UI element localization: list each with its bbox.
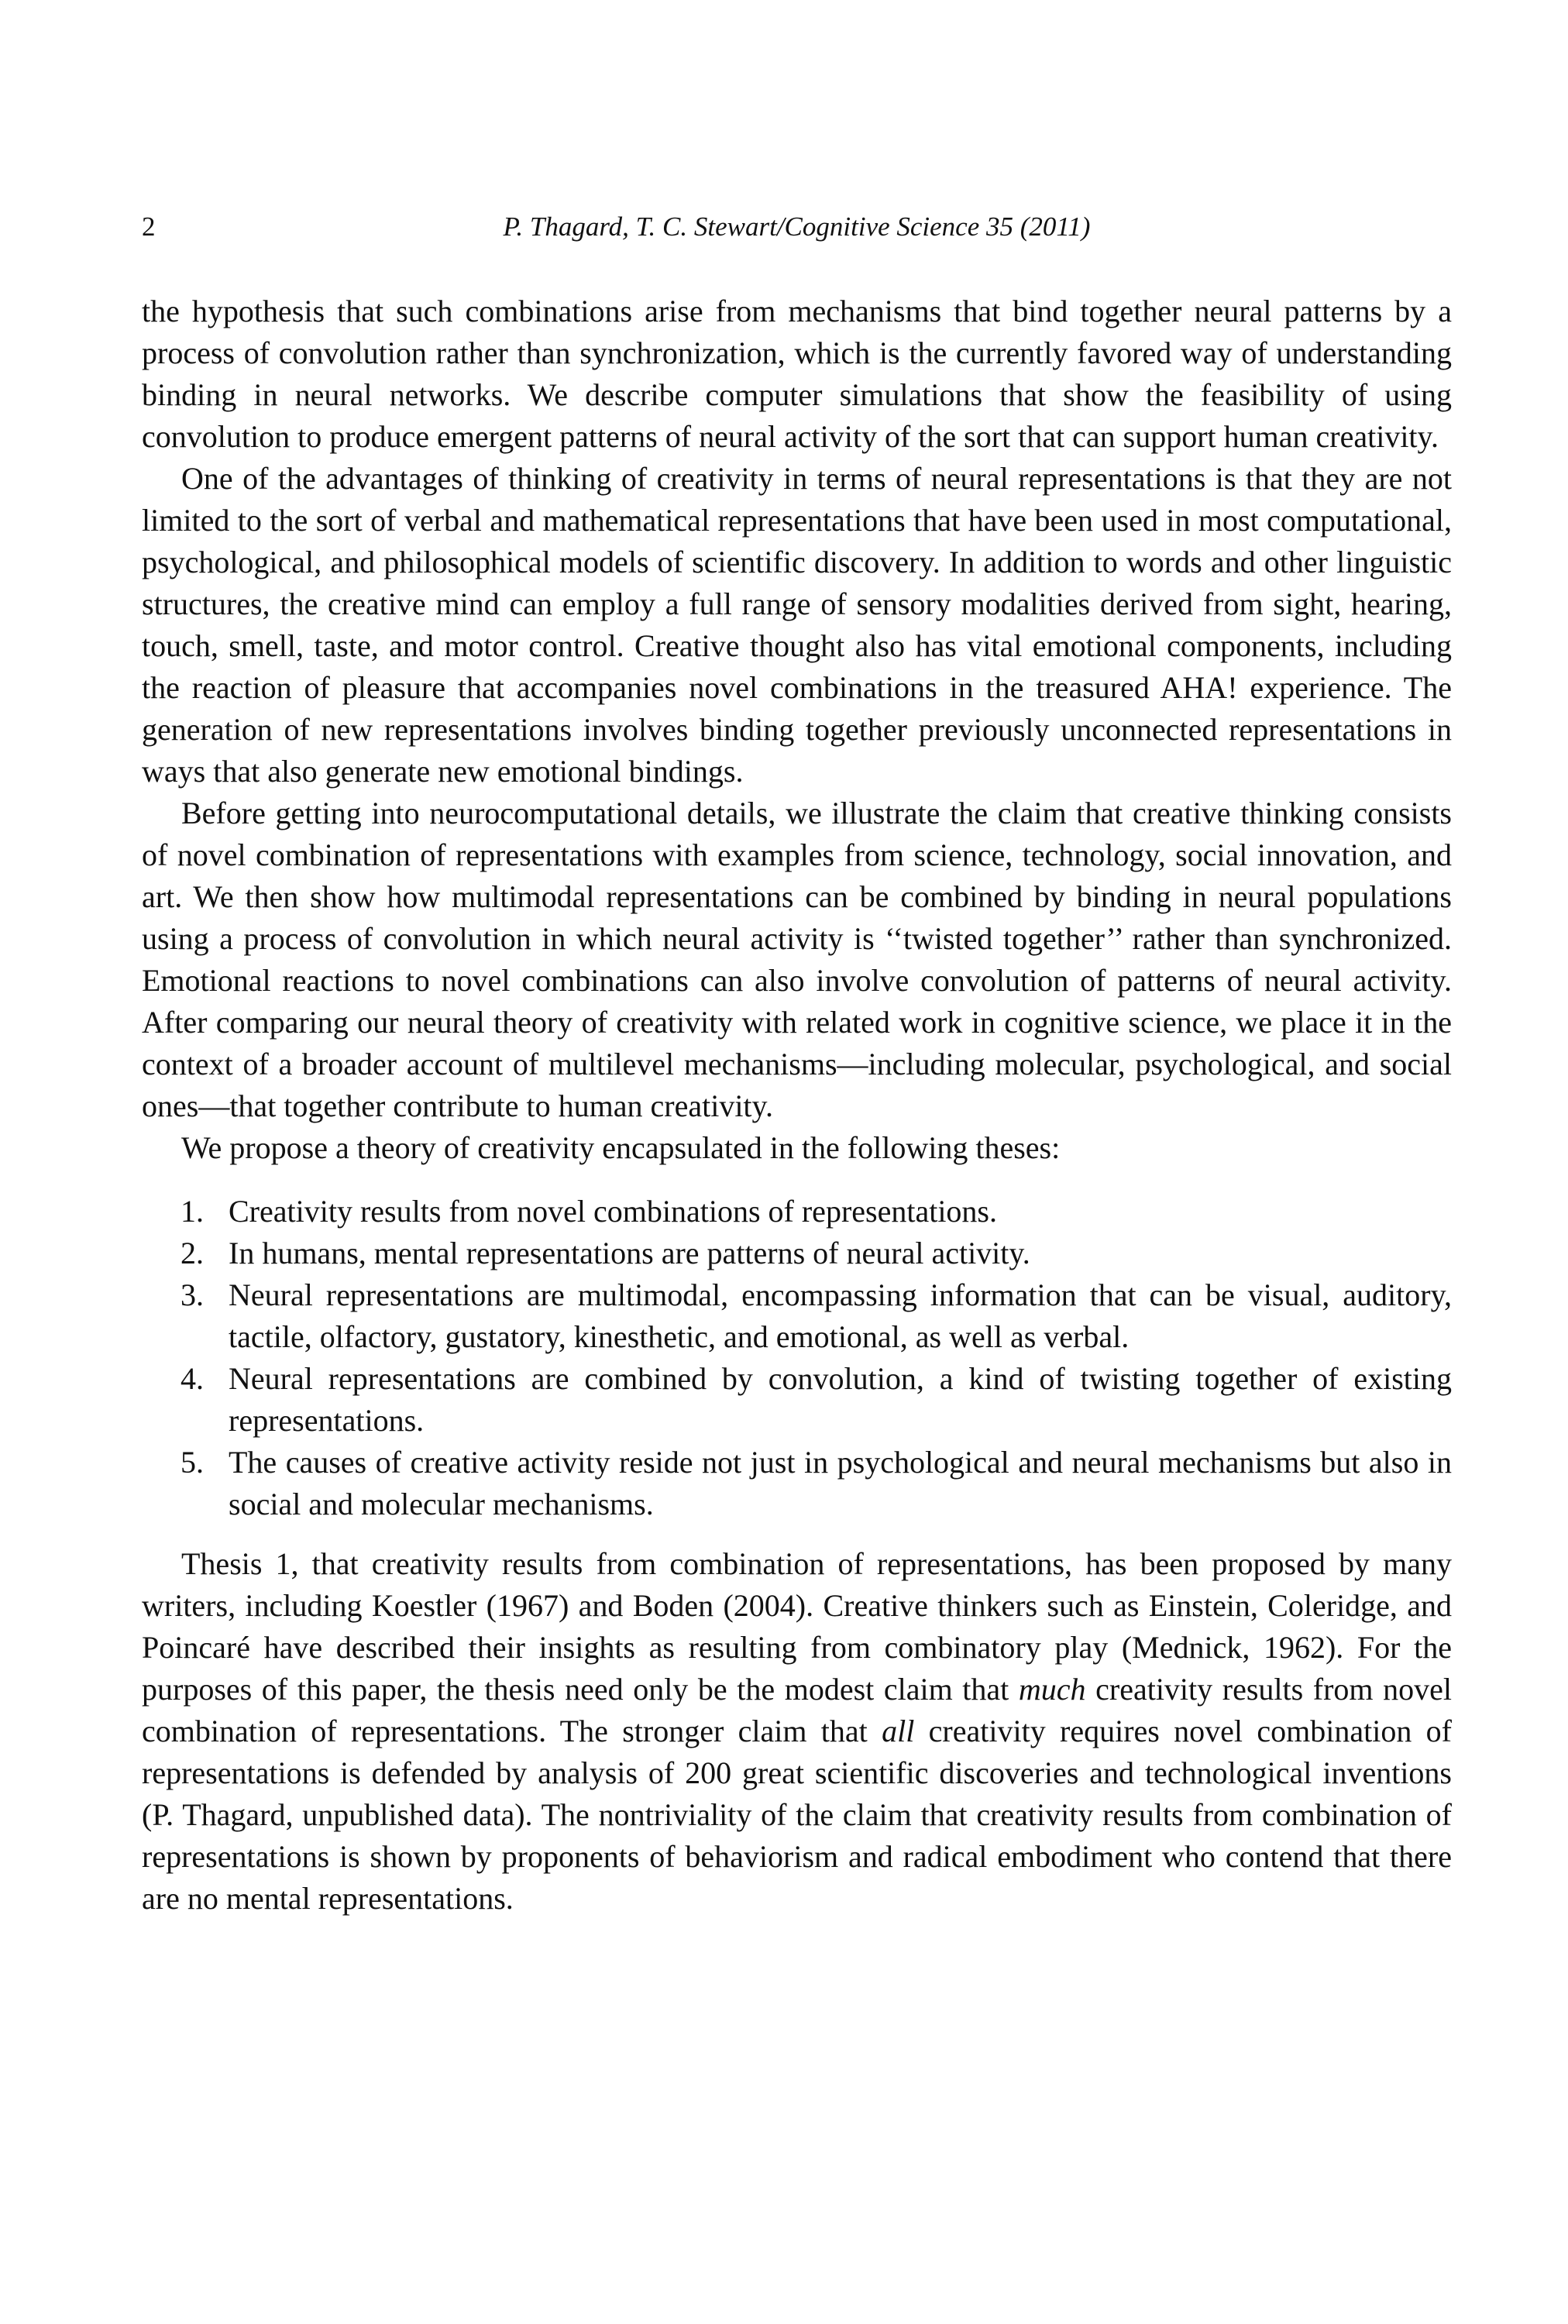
thesis-text: The causes of creative activity reside not just in psychological and neural mechanisms but also in social and molecular mechanisms.	[229, 1445, 1452, 1521]
body-text	[142, 290, 1452, 1920]
thesis-number: 1.	[181, 1194, 204, 1229]
running-head-title: P. Thagard, T. C. Stewart/Cognitive Science 35 (2011)	[503, 211, 1091, 242]
paragraph-1: the hypothesis that such combinations arise from mechanisms that bind together neural patterns by a process of convolution rather than synchronization, which is the currently favored way of understanding binding in neural networks. We describe computer simulations that show the feasibility of using convolution to produce emergent patterns of neural activity of the sort that can support human creativity.	[142, 294, 1452, 454]
text-run: Thesis 1, that creativity results from combination of representations, has been proposed by many writers, including Koestler (1967) and Boden (2004). Creative thinkers such as Einstein, Coleridge, and Poincaré have described their insights as resulting from combinatory play (Mednick, 1962). For the purposes of this paper, the thesis need only be the modest claim that	[142, 1546, 1452, 1707]
text-run: creativity results from novel combination of representations. The stronger claim that	[142, 1672, 1452, 1748]
thesis-number: 2.	[181, 1236, 204, 1270]
thesis-number: 3.	[181, 1277, 204, 1312]
page-number: 2	[142, 211, 156, 242]
thesis-number: 5.	[181, 1445, 204, 1480]
emphasis-all: all	[882, 1714, 915, 1748]
thesis-text: Neural representations are combined by convolution, a kind of twisting together of existing representations.	[229, 1361, 1452, 1438]
paragraph-2: One of the advantages of thinking of creativity in terms of neural representations is that they are not limited to the sort of verbal and mathematical representations that have been used in most computational, psychological, and philosophical models of scientific discovery. In addition to words and other linguistic structures, the creative mind can employ a full range of sensory modalities derived from sight, hearing, touch, smell, taste, and motor control. Creative thought also has vital emotional components, including the reaction of pleasure that accompanies novel combinations in the treasured AHA! experience. The generation of new representations involves binding together previously unconnected representations in ways that also generate new emotional bindings.	[142, 461, 1452, 789]
thesis-item	[142, 1191, 1452, 1232]
thesis-item	[142, 1442, 1452, 1525]
emphasis-much: much	[1018, 1672, 1086, 1707]
theses-intro: We propose a theory of creativity encapsulated in the following theses:	[181, 1130, 1061, 1165]
thesis-item	[142, 1274, 1452, 1358]
running-head	[142, 208, 1452, 246]
thesis-item	[142, 1232, 1452, 1274]
theses-list	[142, 1191, 1452, 1525]
thesis-text: In humans, mental representations are patterns of neural activity.	[229, 1236, 1030, 1270]
paragraph-thesis-1	[142, 1543, 1452, 1920]
paragraph-3: Before getting into neurocomputational details, we illustrate the claim that creative thinking consists of novel combination of representations with examples from science, technology, social innovation, and art. We then show how multimodal representations can be combined by binding in neural populations using a process of convolution in which neural activity is ‘‘twisted together’’ rather than synchronized. Emotional reactions to novel combinations can also involve convolution of patterns of neural activity. After comparing our neural theory of creativity with related work in cognitive science, we place it in the context of a broader account of multilevel mechanisms—including molecular, psychological, and social ones—that together contribute to human creativity.	[142, 796, 1452, 1123]
thesis-text: Neural representations are multimodal, encompassing information that can be visual, auditory, tactile, olfactory, gustatory, kinesthetic, and emotional, as well as verbal.	[229, 1277, 1452, 1354]
thesis-item	[142, 1358, 1452, 1442]
thesis-number: 4.	[181, 1361, 204, 1396]
text-run: creativity requires novel combination of representations is defended by analysis of 200 great scientific discoveries and technological inventions (P. Thagard, unpublished data). The nontriviality of the claim that creativity results from combination of representations is shown by proponents of behaviorism and radical embodiment who contend that there are no mental representations.	[142, 1714, 1452, 1916]
thesis-text: Creativity results from novel combinations of representations.	[229, 1194, 997, 1229]
